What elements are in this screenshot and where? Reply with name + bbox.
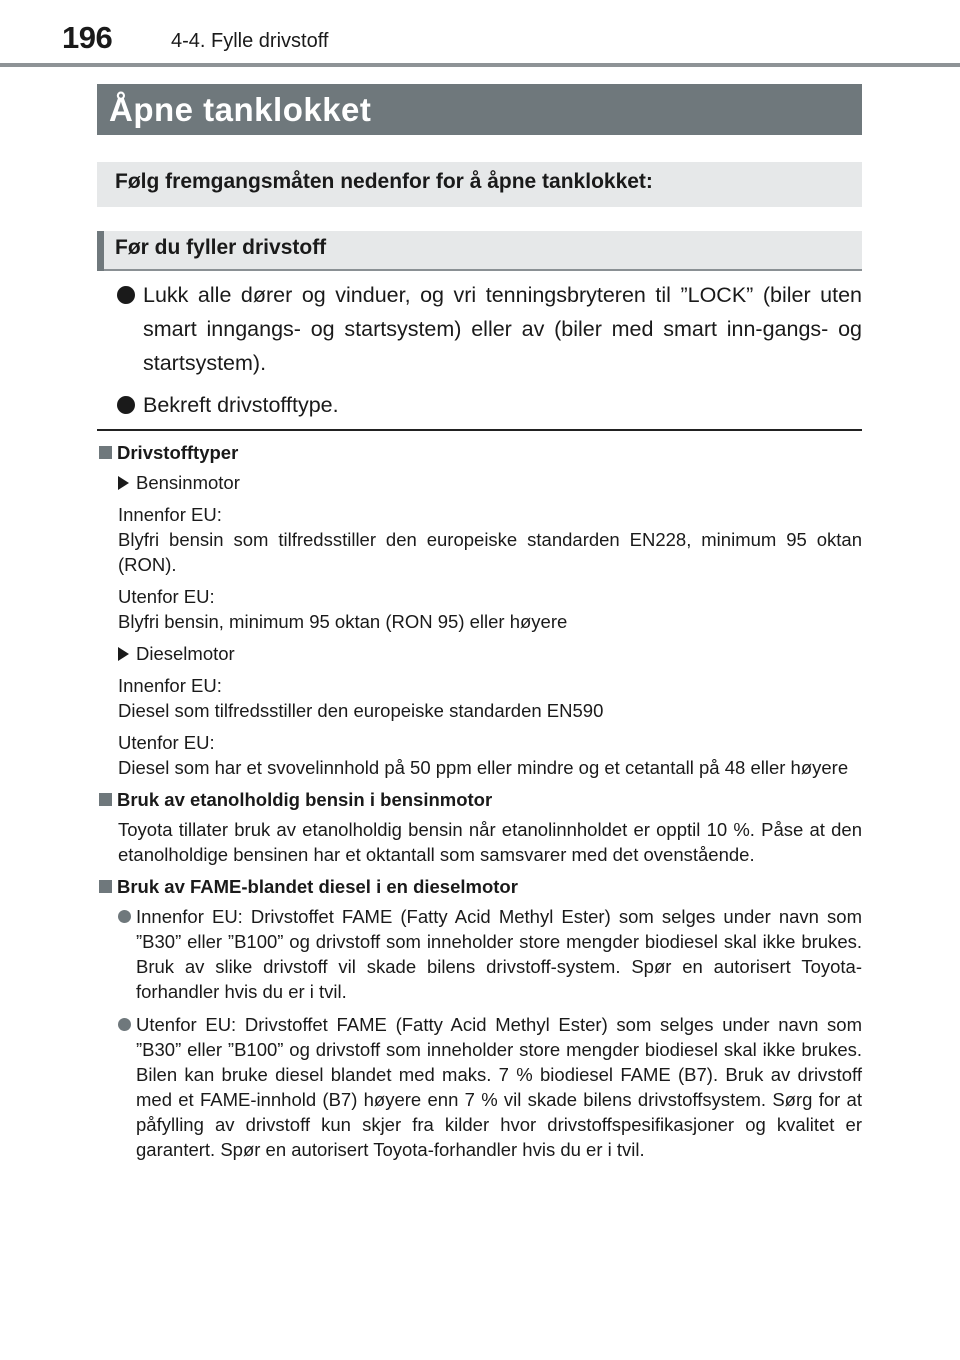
page-number: 196 bbox=[62, 20, 113, 55]
procedure-item-text: Bekreft drivstofftype. bbox=[143, 393, 339, 417]
subsection-header bbox=[97, 231, 862, 271]
notes-section bbox=[97, 440, 862, 1170]
note-heading-fame bbox=[97, 874, 862, 899]
diesel-eu-paragraph bbox=[118, 673, 862, 723]
subsection-accent bbox=[97, 231, 104, 271]
section-title: Åpne tanklokket bbox=[109, 91, 372, 128]
chapter-title: 4-4. Fylle drivstoff bbox=[171, 30, 329, 52]
subheading-text: Bensinmotor bbox=[136, 472, 240, 493]
procedure-item bbox=[117, 388, 862, 422]
requirement-text: Diesel som har et svovelinnhold på 50 ppm eller mindre og et cetantall på 48 eller høyere bbox=[118, 757, 849, 778]
fame-item bbox=[118, 1012, 862, 1162]
note-heading-text: Bruk av etanolholdig bensin i bensinmotor bbox=[117, 789, 493, 810]
note-heading-text: Bruk av FAME-blandet diesel i en dieselmotor bbox=[117, 876, 518, 897]
fame-item-text: Innenfor EU: Drivstoffet FAME (Fatty Acid Methyl Ester) som selges under navn som ”B30” eller ”B100” og drivstoff som inneholder store mengder biodiesel skal ikke brukes. Bruk av slike drivstoff vil skade bilens drivstoff-system. Spør en autorisert Toyota-forhandler hvis du er i tvil. bbox=[136, 906, 862, 1002]
procedure-item-text: Lukk alle dører og vinduer, og vri tenningsbryteren til ”LOCK” (biler uten smart inngangs- og startsystem) eller av (biler med smart inn-gangs- og startsystem). bbox=[143, 283, 862, 375]
intro-text: Følg fremgangsmåten nedenfor for å åpne tanklokket: bbox=[115, 170, 653, 193]
fame-item-text: Utenfor EU: Drivstoffet FAME (Fatty Acid Methyl Ester) som selges under navn som ”B30” eller ”B100” og drivstoff som inneholder store mengder biodiesel skal ikke brukes. Bilen kan bruke diesel blandet med maks. 7 % biodiesel FAME (B7). Bruk av drivstoff med et FAME-innhold (B7) høyere enn 7 % vil skade bilens drivstoffsystem. Sørg for at påfylling av drivstoff kun skjer fra kilder hvor drivstoffspesifikasjoner og kvalitet er garantert. Spør en autorisert Toyota-forhandler hvis du er i tvil. bbox=[136, 1014, 862, 1160]
region-label: Innenfor EU: bbox=[118, 675, 222, 696]
section-divider bbox=[97, 429, 862, 431]
region-label: Utenfor EU: bbox=[118, 732, 215, 753]
section-title-bar bbox=[97, 84, 862, 135]
requirement-text: Blyfri bensin, minimum 95 oktan (RON 95) eller høyere bbox=[118, 611, 568, 632]
bullet-icon bbox=[117, 396, 135, 414]
diesel-non-eu-paragraph bbox=[118, 730, 862, 780]
requirement-text: Blyfri bensin som tilfredsstiller den europeiske standarden EN228, minimum 95 oktan (RON). bbox=[118, 529, 862, 575]
ethanol-paragraph: Toyota tillater bruk av etanolholdig bensin når etanolinnholdet er opptil 10 %. Påse at den etanolholdige bensinen har et oktantall som samsvarer med det ovenstående. bbox=[118, 819, 862, 865]
subheading-text: Dieselmotor bbox=[136, 643, 235, 664]
note-heading-ethanol bbox=[97, 787, 862, 812]
subheading-petrol bbox=[118, 470, 862, 495]
intro-box bbox=[97, 162, 862, 207]
fame-item bbox=[118, 904, 862, 1004]
square-bullet-icon bbox=[99, 446, 112, 459]
note-heading-text: Drivstofftyper bbox=[117, 442, 239, 463]
triangle-bullet-icon bbox=[118, 476, 129, 490]
circle-bullet-icon bbox=[118, 1018, 131, 1031]
header-rule bbox=[0, 63, 960, 67]
square-bullet-icon bbox=[99, 880, 112, 893]
subsection-title: Før du fyller drivstoff bbox=[115, 236, 327, 259]
region-label: Utenfor EU: bbox=[118, 586, 215, 607]
procedure-item bbox=[117, 278, 862, 380]
bullet-icon bbox=[117, 286, 135, 304]
circle-bullet-icon bbox=[118, 910, 131, 923]
note-heading-fuel-types bbox=[97, 440, 862, 465]
petrol-eu-paragraph bbox=[118, 502, 862, 577]
page-header bbox=[0, 0, 960, 70]
region-label: Innenfor EU: bbox=[118, 504, 222, 525]
requirement-text: Diesel som tilfredsstiller den europeiske standarden EN590 bbox=[118, 700, 604, 721]
subheading-diesel bbox=[118, 641, 862, 666]
petrol-non-eu-paragraph bbox=[118, 584, 862, 634]
square-bullet-icon bbox=[99, 793, 112, 806]
procedure-list bbox=[117, 278, 862, 430]
triangle-bullet-icon bbox=[118, 647, 129, 661]
